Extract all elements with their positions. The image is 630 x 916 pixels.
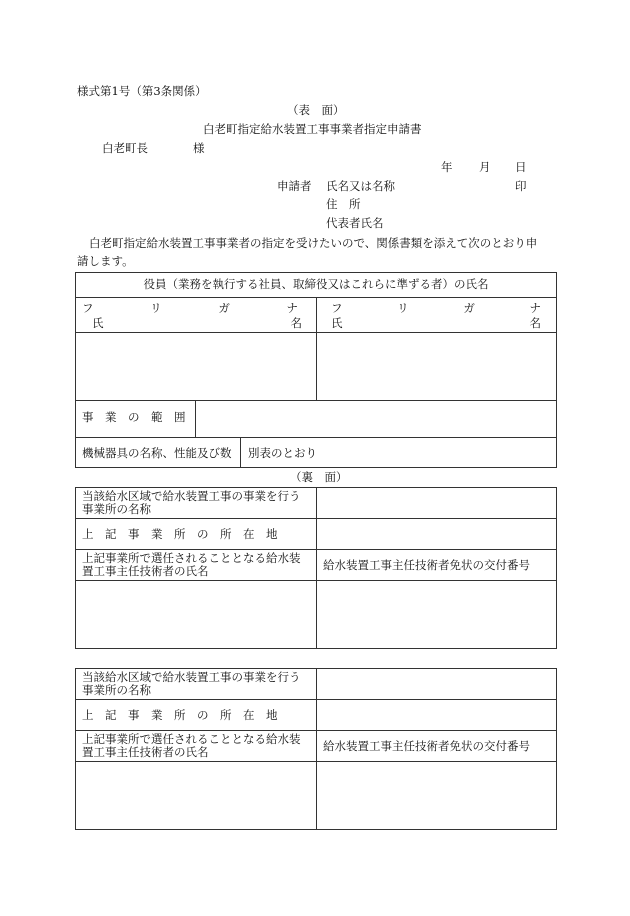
office-location-label: 上 記 事 業 所 の 所 在 地 [82,708,278,722]
applicant-name-label: 氏名又は名称 [326,179,395,193]
form-number: 様式第1号（第3条関係） [77,84,207,98]
furigana-char: ナ [286,301,298,315]
divider [75,332,557,333]
equipment-value: 別表のとおり [248,446,317,460]
furigana-header-right [331,302,541,315]
request-text-line1: 白老町指定給水装置工事事業者の指定を受けたいので、関係書類を添えて次のとおり申 [89,236,538,250]
divider [316,297,317,400]
furigana-char: リ [150,301,162,315]
license-number-label: 給水装置工事主任技術者免状の交付番号 [323,739,530,753]
officers-header: 役員（業務を執行する社員、取締役又はこれらに準ずる者）の氏名 [143,277,489,291]
furigana-char: ガ [463,301,475,315]
divider [75,549,557,550]
representative-label: 代表者氏名 [326,216,384,230]
furigana-char: ナ [529,301,541,315]
office-name-label: 当該給水区域で給水装置工事の事業を行う 事業所の名称 [82,670,301,698]
side-label-back: （裏 面） [290,470,348,484]
divider [316,668,317,830]
divider [75,730,557,731]
furigana-char: リ [397,301,409,315]
business-scope-label: 事 業 の 範 囲 [82,410,186,424]
divider [75,580,557,581]
applicant-address-label: 住 所 [326,197,361,211]
divider [75,761,557,762]
license-number-label: 給水装置工事主任技術者免状の交付番号 [323,558,530,572]
page-title: 白老町指定給水装置工事事業者指定申請書 [203,122,422,136]
office-location-label: 上 記 事 業 所 の 所 在 地 [82,527,278,541]
divider [75,699,557,700]
equipment-label: 機械器具の名称、性能及び数 [82,446,232,460]
divider [75,437,557,438]
furigana-header-left [82,302,298,315]
name-header-left [92,317,302,330]
furigana-char: ガ [218,301,230,315]
office-name-label: 当該給水区域で給水装置工事の事業を行う 事業所の名称 [82,489,301,517]
date-month: 月 [479,160,491,174]
divider [240,437,241,468]
side-label-front: （表 面） [287,103,345,117]
engineer-label: 上記事業所で選任されることとなる給水装 置工事主任技術者の氏名 [82,732,301,760]
honorific: 様 [193,141,205,155]
name-header-right [331,317,541,330]
name-char: 名 [529,316,541,330]
engineer-label: 上記事業所で選任されることとなる給水装 置工事主任技術者の氏名 [82,551,301,579]
name-char: 氏 [331,316,343,330]
request-text-line2: 請します。 [77,254,134,268]
seal-mark: 印 [515,179,527,193]
furigana-char: フ [82,301,94,315]
furigana-char: フ [331,301,343,315]
date-day: 日 [515,160,527,174]
divider [316,487,317,649]
name-char: 氏 [92,316,104,330]
divider [195,400,196,437]
divider [75,518,557,519]
divider [75,400,557,401]
name-char: 名 [290,316,302,330]
date-year: 年 [441,160,453,174]
applicant-label: 申請者 [277,179,312,193]
addressee: 白老町長 [102,141,148,155]
